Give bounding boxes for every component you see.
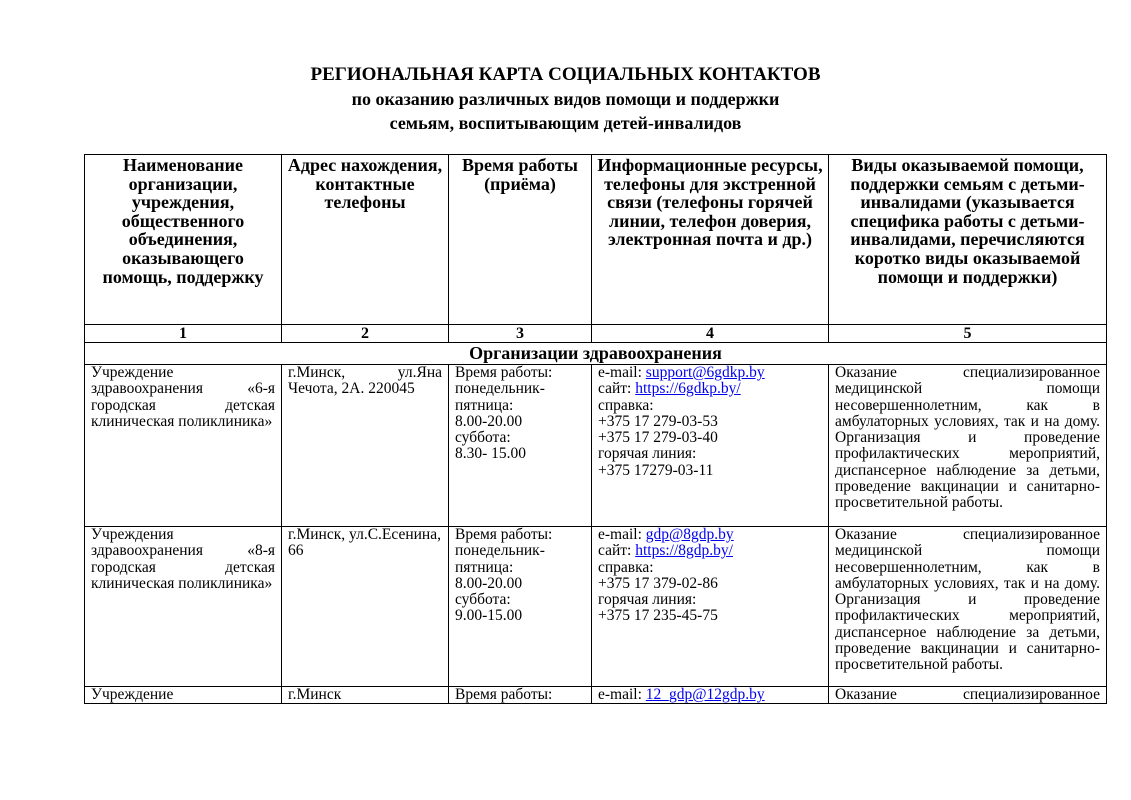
hours-line: пятница: xyxy=(455,396,514,414)
site-link[interactable]: https://6gdkp.by/ xyxy=(635,380,741,398)
contact-line: справка: xyxy=(598,558,654,576)
services-description: Оказание специализированное медицинской помощи несовершеннолетним, как в амбулаторных условиях, так и на дому. Организация и проведение профилактических мероприятий, диспансерное наблюдение за детьми, проведение вакцинации и санитарно-просветительной работы. xyxy=(829,527,1107,687)
table-row xyxy=(85,687,1107,704)
contacts-table xyxy=(84,154,1107,704)
email-link[interactable]: gdp@8gdp.by xyxy=(645,526,734,543)
section-row xyxy=(85,343,1107,365)
site-label: сайт: xyxy=(598,542,636,560)
contact-line: +375 17 279-03-53 xyxy=(598,412,718,430)
hours-line: 8.00-20.00 xyxy=(455,412,523,430)
contact-line: +375 17 235-45-75 xyxy=(598,607,718,625)
organization-name: Учреждение здравоохранения «6-я городская детская клиническая поликлиника» xyxy=(85,365,282,527)
table-header-row xyxy=(85,155,1107,325)
hours-line: Время работы: xyxy=(455,364,553,381)
header-hours: Время работы (приёма) xyxy=(449,155,592,325)
address: г.Минск, ул.С.Есенина, 66 xyxy=(282,527,449,687)
info-resources xyxy=(592,687,829,704)
contact-line: горячая линия: xyxy=(598,445,697,463)
page-title: РЕГИОНАЛЬНАЯ КАРТА СОЦИАЛЬНЫХ КОНТАКТОВ xyxy=(310,64,821,85)
hours-line: суббота: xyxy=(455,429,511,447)
header-info-resources: Информационные ресурсы, телефоны для экстренной связи (телефоны горячей линии, телефон доверия, электронная почта и др.) xyxy=(592,155,829,325)
column-number: 1 xyxy=(85,325,282,343)
email-line xyxy=(598,527,822,543)
header-address: Адрес нахождения, контактные телефоны xyxy=(282,155,449,325)
work-hours xyxy=(449,687,592,704)
hours-line: Время работы: xyxy=(455,526,553,543)
site-link[interactable]: https://8gdp.by/ xyxy=(635,542,733,560)
email-label: e-mail: xyxy=(598,364,646,381)
column-number-row xyxy=(85,325,1107,343)
hours-line: суббота: xyxy=(455,591,511,609)
table-row xyxy=(85,527,1107,687)
email-label: e-mail: xyxy=(598,526,646,543)
work-hours xyxy=(449,527,592,687)
address: г.Минск, ул.Яна Чечота, 2А. 220045 xyxy=(282,365,449,527)
hours-line: 9.00-15.00 xyxy=(455,607,523,625)
table-row xyxy=(85,365,1107,527)
column-number: 5 xyxy=(829,325,1107,343)
services-description: Оказание специализированное xyxy=(829,687,1107,704)
column-number: 2 xyxy=(282,325,449,343)
contact-line: горячая линия: xyxy=(598,591,697,609)
email-label: e-mail: xyxy=(598,686,646,703)
info-resources xyxy=(592,365,829,527)
email-link[interactable]: 12_gdp@12gdp.by xyxy=(645,686,765,703)
site-label: сайт: xyxy=(598,380,636,398)
hours-line: понедельник- xyxy=(455,380,545,398)
page-subtitle-line-1: по оказанию различных видов помощи и поддержки xyxy=(351,89,780,109)
email-line xyxy=(598,365,822,381)
column-number: 3 xyxy=(449,325,592,343)
hours-line: пятница: xyxy=(455,558,514,576)
site-line xyxy=(598,543,822,559)
header-services: Виды оказываемой помощи, поддержки семьям с детьми-инвалидами (указывается специфика работы с детьми-инвалидами, перечисляются коротко виды оказываемой помощи и поддержки) xyxy=(829,155,1107,325)
contact-line: +375 17 379-02-86 xyxy=(598,574,718,592)
section-title: Организации здравоохранения xyxy=(85,343,1107,365)
email-line xyxy=(598,687,822,703)
contact-line: +375 17 279-03-40 xyxy=(598,429,718,447)
services-description: Оказание специализированное медицинской помощи несовершеннолетним, как в амбулаторных условиях, так и на дому. Организация и проведение профилактических мероприятий, диспансерное наблюдение за детьми, проведение вакцинации и санитарно-просветительной работы. xyxy=(829,365,1107,527)
column-number: 4 xyxy=(592,325,829,343)
hours-line: 8.00-20.00 xyxy=(455,574,523,592)
contact-line: справка: xyxy=(598,396,654,414)
site-line xyxy=(598,381,822,397)
hours-line: 8.30- 15.00 xyxy=(455,445,527,463)
page-subtitle-line-2: семьям, воспитывающим детей-инвалидов xyxy=(389,113,742,133)
info-resources xyxy=(592,527,829,687)
work-hours xyxy=(449,365,592,527)
hours-line: Время работы: xyxy=(455,686,553,703)
hours-line: понедельник- xyxy=(455,542,545,560)
address: г.Минск xyxy=(282,687,449,704)
organization-name: Учреждение xyxy=(85,687,282,704)
header-organization: Наименование организации, учреждения, общественного объединения, оказывающего помощь, поддержку xyxy=(85,155,282,325)
organization-name: Учреждения здравоохранения «8-я городская детская клиническая поликлиника» xyxy=(85,527,282,687)
email-link[interactable]: support@6gdkp.by xyxy=(645,364,765,381)
contact-line: +375 17279-03-11 xyxy=(598,461,714,479)
